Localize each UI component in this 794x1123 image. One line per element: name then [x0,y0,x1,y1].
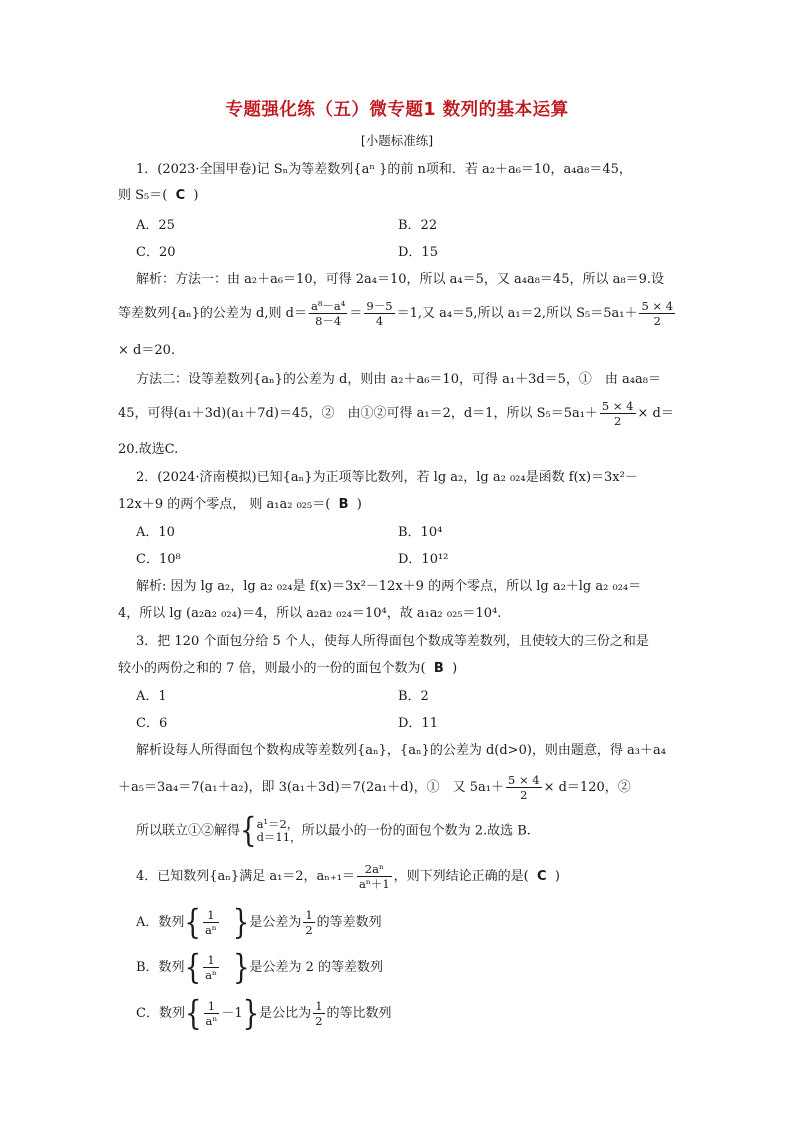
q1-option-a: A．25 [136,218,175,233]
q3-option-d: D．11 [398,716,438,731]
q4-optA-fraction [203,908,219,937]
q4-optA-mid: 是公差为 [249,915,302,930]
q1-fraction-value [364,299,394,328]
q4-optA-num: 1 [203,908,219,923]
q3-option-a: A．1 [136,689,167,704]
q1-frac1-den: 8－4 [315,314,342,328]
q1-sol-text-a: 等差数列{aₙ}的公差为 d,则 d＝ [118,306,307,321]
q1-method2-line2 [118,399,674,428]
q3-sol-text-a: ＋a₅＝3a₄＝7(a₁＋a₂)，即 3(a₁＋3d)＝7(2a₁＋d)，① 又 5a₁＋ [118,780,504,795]
q4-optB-suffix: 是公差为 2 的等差数列 [249,960,384,975]
q4-optC-prefix: C．数列 [136,1006,185,1021]
q4-stem-line [136,862,560,891]
q4-stem-text-b: ，则下列结论正确的是( [393,869,529,884]
q1-answer: C [175,188,186,203]
q1-stem-text: 则 S₅＝( [118,188,168,203]
q1-frac4-den: 2 [614,414,622,428]
q2-stem-close: ) [356,497,362,512]
q1-stem-line2 [118,187,198,205]
q4-stem-close: ) [554,869,560,884]
left-brace-icon: { [184,994,202,1033]
q4-option-a [136,903,382,942]
left-brace-icon: { [184,948,202,987]
q1-frac2-num: 9－5 [366,299,393,313]
q4-frac-num: 2aⁿ [357,862,392,877]
q1-frac3-den: 2 [653,314,661,328]
right-brace-icon: } [232,948,250,987]
q1-option-d: D．15 [398,245,438,260]
left-brace-icon: { [184,903,201,942]
left-brace-icon: { [240,811,257,851]
q4-optC-minus: －1 [221,1006,243,1021]
q1-method2-line1: 方法二：设等差数列{aₙ}的公差为 d，则由 a₂＋a₆＝10，可得 a₁＋3d＝5，① 由 a₄a₈＝ [136,372,661,387]
q3-frac-den: 2 [520,788,528,802]
q4-optC-suffix: 的等比数列 [326,1006,392,1021]
q4-optC-fden: 2 [315,1014,323,1028]
q4-optA-suffix: 的等差数列 [316,915,382,930]
q4-recurrence-fraction [357,862,392,891]
q4-optA-fnum: 1 [305,908,313,922]
right-brace-icon: } [232,903,250,942]
q1-equals: ＝ [349,306,363,321]
q3-stem-line1: 3．把 120 个面包分给 5 个人，使每人所得面包个数成等差数列，且使较大的三份之和是 [136,634,649,649]
q4-optC-mid: 是公比为 [259,1006,312,1021]
q4-stem-text-a: 4．已知数列{aₙ}满足 a₁＝2，aₙ₊₁＝ [136,869,356,884]
q4-optC-num: 1 [204,999,220,1014]
q4-optC-fraction [204,999,220,1028]
q4-option-b [136,948,384,987]
q2-solution-line1: 解析: 因为 lg a₂，lg a₂ ₀₂₄是 f(x)＝3x²－12x＋9 的两个零点，所以 lg a₂＋lg a₂ ₀₂₄＝ [136,579,642,594]
q2-stem-line2 [118,496,362,514]
q4-optA-fden: 2 [305,923,313,937]
q1-stem-close: ) [193,188,199,203]
q3-option-c: C．6 [136,716,168,731]
q1-m2-text-a: 45，可得(a₁＋3d)(a₁＋7d)＝45，② 由①②可得 a₁＝2，d＝1，所以 S₅＝5a₁＋ [118,406,598,421]
q3-sol-text-b: × d＝120，② [543,780,631,795]
q1-frac2-den: 4 [375,314,384,328]
q1-fraction-d [309,299,347,328]
q1-m2-text-b: × d＝ [637,406,674,421]
q3-frac-num: 5 × 4 [507,773,540,787]
q4-optA-den: aⁿ [204,923,217,937]
q2-option-d: D．10¹² [398,552,449,567]
q1-m2-fraction [600,399,636,428]
q3-stem-close: ) [452,661,458,676]
q1-frac4-num: 5 × 4 [601,399,634,413]
q4-frac-den: aⁿ＋1 [359,877,390,891]
q4-option-c [136,994,392,1033]
q2-option-c: C．10⁸ [136,552,181,567]
q1-stem-line1: 1．(2023·全国甲卷)记 Sₙ为等差数列{aⁿ }的前 n项和．若 a₂＋a₆＝10，a₄a₈＝45， [136,162,632,177]
q4-answer: C [537,869,547,884]
q4-optC-ratio-fraction [313,999,324,1028]
q1-solution-line2 [118,299,677,328]
q1-solution-line3: × d＝20. [118,343,176,358]
q1-frac3-num: 5 × 4 [641,299,674,313]
q2-stem-line1: 2．(2024·济南模拟)已知{aₙ}为正项等比数列，若 lg a₂，lg a₂ ₀₂₄是函数 f(x)＝3x²－ [136,470,638,485]
q4-optA-diff-fraction [303,908,314,937]
q3-fraction [506,773,542,802]
q3-sys-eq2: d＝11， [256,830,302,844]
q3-sys-eq1: a¹＝2， [256,817,299,831]
q4-optA-prefix: A．数列 [136,915,185,930]
q2-solution-line2: 4，所以 lg (a₂a₂ ₀₂₄)＝4，所以 a₂a₂ ₀₂₄＝10⁴，故 a₁a₂ ₀₂₅＝10⁴. [118,606,502,621]
q1-option-b: B．22 [398,218,438,233]
q1-option-c: C．20 [136,245,176,260]
q3-sol-text-d: 所以最小的一份的面包个数为 2.故选 B. [301,823,531,839]
q4-optB-fraction [203,953,219,982]
q4-optB-prefix: B．数列 [136,960,185,975]
q3-sol-text-c: 所以联立①②解得 [136,823,241,839]
q2-stem-text: 12x＋9 的两个零点， 则 a₁a₂ ₀₂₅＝( [118,497,331,512]
q3-stem-text: 较小的两份之和的 7 倍，则最小的一份的面包个数为( [118,661,426,676]
q3-answer: B [433,661,444,676]
q4-optC-den: aⁿ [205,1014,218,1028]
q3-solution-line3 [136,811,531,851]
q3-solution-line2 [118,773,631,802]
q3-option-b: B．2 [398,689,429,704]
q3-equation-system [257,818,302,844]
q2-option-a: A．10 [136,525,175,540]
q4-optB-den: aⁿ [205,968,217,982]
q4-optB-num: 1 [203,953,219,968]
q2-answer: B [338,497,349,512]
q1-fraction-sum [639,299,675,328]
q2-option-b: B．10⁴ [398,525,443,540]
q3-stem-line2 [118,660,457,678]
q1-sol-text-b: ＝1,又 a₄＝5,所以 a₁＝2,所以 S₅＝5a₁＋ [396,306,638,321]
page-title: 专题强化练（五）微专题1 数列的基本运算 [225,100,569,120]
q1-solution-line1: 解析：方法一：由 a₂＋a₆＝10，可得 2a₄＝10，所以 a₄＝5，又 a₄a₈＝45，所以 a₈＝9.设 [136,272,664,287]
q4-optC-fnum: 1 [315,999,323,1013]
q3-solution-line1: 解析设每人所得面包个数构成等差数列{aₙ}，{aₙ}的公差为 d(d>0)，则由题意，得 a₃＋a₄ [136,743,666,758]
page-subtitle: [小题标准练] [360,133,434,148]
q1-frac1-num: a⁸－a⁴ [310,299,346,313]
right-brace-icon: } [242,994,260,1033]
q1-method2-line3: 20.故选C. [118,442,179,457]
